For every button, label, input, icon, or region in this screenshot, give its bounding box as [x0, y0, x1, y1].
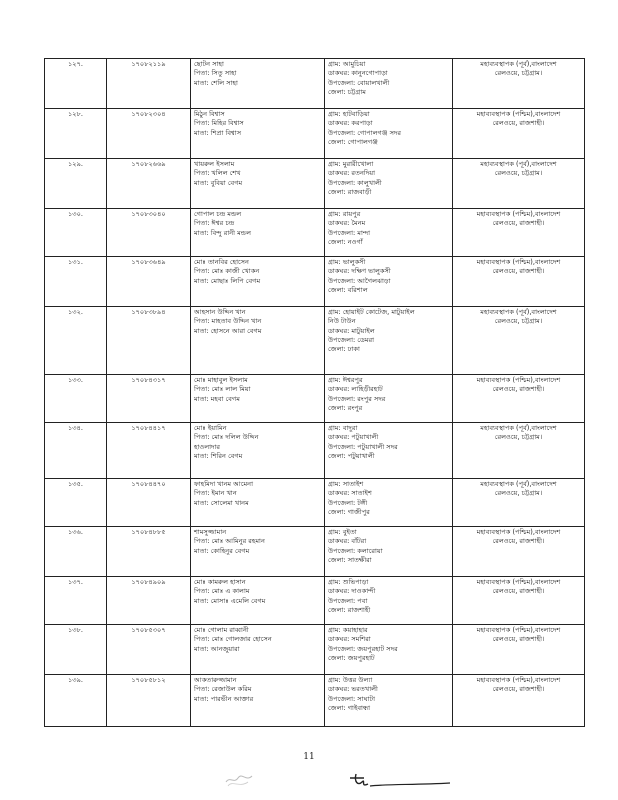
address-line: জেলা: গাজীপুর [328, 507, 370, 516]
office-line: রেলওয়ে, রাজশাহী। [492, 537, 545, 546]
name-line: মাতা: বুবিয়া বেগম [194, 178, 243, 187]
address-line: গ্রাম: কয়াহাহার [328, 626, 368, 634]
roll-cell: ১৭০৮৩৬৪৯ [107, 257, 191, 307]
address-line: ডাকঘর: ভরতখালী [328, 685, 378, 694]
roll-cell: ১৭০৮২১১৯ [107, 59, 191, 109]
name-parents-cell [191, 527, 325, 577]
name-line: পিতা: সিতু সাহা [194, 69, 237, 78]
address-line: ডাকঘর: করপাড়া [328, 119, 373, 128]
serial-cell: ১২৯. [45, 159, 107, 209]
address-cell [325, 109, 453, 159]
address-line: উপজেলা: মান্দা [328, 228, 371, 237]
office-cell [453, 109, 585, 159]
name-line: শামসুজ্জামান [194, 528, 227, 536]
roll-cell: ১৭০৮৩০৪০ [107, 209, 191, 257]
address-line: ডাকঘর: রতনদিয়া [328, 169, 376, 178]
name-line: মোঃ কামরুল হাসান [194, 578, 246, 586]
address-line: গ্রাম: বুইতা [328, 528, 357, 536]
name-line: গোপাল চন্দ্র মন্ডল [194, 210, 242, 218]
address-line: উপজেলা: গোপালগঞ্জ সদর [328, 128, 402, 137]
table-row [45, 307, 585, 375]
address-line: ডাকঘর: মাটুয়াইল [328, 326, 375, 335]
name-line: মাতা: কোহিনুর বেগম [194, 546, 250, 555]
address-line: ডাকঘর: কানুনগোপাড়া [328, 69, 388, 78]
address-cell [325, 59, 453, 109]
address-line: জেলা: পটুয়াখালী [328, 451, 375, 460]
roll-cell: ১৭০৮৪৪১৭ [107, 423, 191, 479]
serial-cell: ১৩৯. [45, 675, 107, 727]
address-cell [325, 375, 453, 423]
address-line: জেলা: সাতক্ষীরা [328, 555, 372, 564]
address-line: গ্রাম: শুভিপাড়া [328, 578, 369, 586]
office-cell [453, 307, 585, 375]
name-line: মাতা: পারভীন আক্তার [194, 694, 254, 703]
table-row [45, 109, 585, 159]
page-number: 11 [303, 752, 315, 762]
name-parents-cell [191, 577, 325, 625]
office-cell [453, 577, 585, 625]
address-cell [325, 209, 453, 257]
address-cell [325, 577, 453, 625]
address-line: গ্রাম: রায়পুর [328, 210, 361, 218]
address-line: গ্রাম: হোয়াইট কোটেজ, মাটুয়াইল [328, 308, 415, 316]
serial-cell: ১২৮. [45, 109, 107, 159]
office-line: রেলওয়ে, রাজশাহী। [492, 219, 545, 228]
table-row [45, 159, 585, 209]
address-line: জেলা: গোপালগঞ্জ [328, 137, 378, 146]
office-cell [453, 675, 585, 727]
address-line: ডাকঘর: সমশিরা [328, 635, 371, 644]
signature [346, 770, 456, 792]
address-line: উপজেলা: সাঘাটা [328, 694, 376, 703]
office-line: মহাব্যবস্থাপক (পূর্ব),বাংলাদেশ [480, 60, 557, 68]
address-cell [325, 257, 453, 307]
table-row [45, 209, 585, 257]
name-parents-cell [191, 59, 325, 109]
serial-cell: ১২৭. [45, 59, 107, 109]
name-line: পিতা: ইমান খান [194, 489, 237, 498]
name-line: আকতারুজ্জামান [194, 676, 237, 684]
address-line: উপজেলা: কলারোয়া [328, 546, 383, 555]
office-line: রেলওয়ে, রাজশাহী। [492, 385, 545, 394]
name-parents-cell [191, 479, 325, 527]
address-line: ডাকঘর: সাতাইশ [328, 489, 372, 498]
candidate-table [44, 58, 585, 727]
name-line: ছোটন সাহা [194, 60, 224, 68]
address-line: জেলা: রাজবাড়ী [328, 187, 372, 196]
office-line: মহাব্যবস্থাপক (পশ্চিম),বাংলাদেশ [476, 210, 561, 218]
address-line: ডাকঘর: পটুয়াখালী [328, 433, 379, 442]
office-line: মহাব্যবস্থাপক (পশ্চিম),বাংলাদেশ [476, 376, 561, 384]
roll-cell: ১৭০৮৪৮৮৫ [107, 527, 191, 577]
office-line: মহাব্যবস্থাপক (পশ্চিম),বাংলাদেশ [476, 258, 561, 266]
serial-cell: ১৩৩. [45, 375, 107, 423]
office-cell [453, 375, 585, 423]
roll-cell: ১৭০৮৪৪৭০ [107, 479, 191, 527]
office-line: মহাব্যবস্থাপক (পশ্চিম),বাংলাদেশ [476, 528, 561, 536]
office-line: মহাব্যবস্থাপক (পশ্চিম),বাংলাদেশ [476, 626, 561, 634]
serial-cell: ১৩৫. [45, 479, 107, 527]
name-parents-cell [191, 675, 325, 727]
address-line: গ্রাম: বাদুরা [328, 424, 358, 432]
name-line: মাতা: মোসাঃ এমেলি বেগম [194, 596, 266, 605]
office-cell [453, 257, 585, 307]
address-cell [325, 675, 453, 727]
address-line: গ্রাম: মুরারীখোলা [328, 160, 374, 168]
roll-cell: ১৭০৮৫৩০৭ [107, 625, 191, 675]
candidate-table-body [45, 59, 585, 727]
serial-cell: ১৩২. [45, 307, 107, 375]
name-line: আহসান উদ্দিন খান [194, 308, 246, 316]
table-row [45, 423, 585, 479]
office-cell [453, 479, 585, 527]
office-line: মহাব্যবস্থাপক (পূর্ব),বাংলাদেশ [480, 424, 557, 432]
name-line: মোঃ মাহাবুল ইসলাম [194, 376, 248, 384]
name-line: মাতা: বিন্দু রানী মন্ডল [194, 228, 251, 237]
office-line: মহাব্যবস্থাপক (পশ্চিম),বাংলাদেশ [476, 110, 561, 118]
name-parents-cell [191, 159, 325, 209]
address-line: ডাকঘর: মৈনম [328, 219, 366, 228]
address-line: উপজেলা: ডেমরা [328, 335, 375, 344]
address-line: জেলা: রাজশাহী [328, 605, 371, 614]
address-cell [325, 159, 453, 209]
name-line: পিতা: মোঃ কাজী খোকন [194, 267, 260, 276]
address-line: ডাকঘর: দাওকান্দী [328, 587, 376, 596]
address-line: উপজেলা: টঙ্গী [328, 498, 368, 507]
name-line: মাতা: মোছাঃ লিপি বেগম [194, 276, 261, 285]
name-line: মোঃ তানবির হোসেন [194, 258, 249, 266]
name-line: পিতা: মোঃ এ কালাম [194, 587, 250, 596]
name-line: পিতা: মাহতাব উদ্দিন খান [194, 317, 262, 326]
table-row [45, 527, 585, 577]
name-parents-cell [191, 257, 325, 307]
name-line: মাতা: শেলি সাহা [194, 78, 238, 87]
office-line: রেলওয়ে, চট্টগ্রাম। [494, 489, 543, 498]
address-line: গ্রাম: হাটবাড়িয়া [328, 110, 370, 118]
name-line: পিতা: রেজাউল করিম [194, 685, 252, 694]
roll-cell: ১৭০৮২৩০৪ [107, 109, 191, 159]
address-line: গ্রাম: আমুচিয়া [328, 60, 366, 68]
name-line: মাতা: সোলেমা খানম [194, 498, 249, 507]
office-cell [453, 625, 585, 675]
name-line: ফাহমিদা খানম আমেনা [194, 480, 254, 488]
roll-cell: ১৭০৮৫৮১২ [107, 675, 191, 727]
faint-stamp [222, 768, 258, 790]
office-line: রেলওয়ে, রাজশাহী। [492, 267, 545, 276]
name-line: পিতা: ঈশ্বর চন্দ্র [194, 219, 235, 228]
address-line: উপজেলা: পটুয়াখালী সদর [328, 442, 398, 451]
address-line: গ্রাম: উত্তর উল্যা [328, 676, 373, 684]
name-parents-cell [191, 209, 325, 257]
name-line: মাতা: শিরিন বেগম [194, 451, 243, 460]
name-line: খায়রুল ইসলাম [194, 160, 235, 168]
address-line: উপজেলা: বোয়ালখালী [328, 78, 390, 87]
office-line: মহাব্যবস্থাপক (পূর্ব),বাংলাদেশ [480, 160, 557, 168]
name-parents-cell [191, 307, 325, 375]
office-line: রেলওয়ে, চট্টগ্রাম। [494, 69, 543, 78]
address-cell [325, 479, 453, 527]
address-cell [325, 307, 453, 375]
serial-cell: ১৩৭. [45, 577, 107, 625]
serial-cell: ১৩৮. [45, 625, 107, 675]
serial-cell: ১৩১. [45, 257, 107, 307]
name-line: পিতা: মোঃ লাল মিয়া [194, 385, 251, 394]
address-line: জেলা: নওগাঁ [328, 237, 363, 246]
table-row [45, 257, 585, 307]
address-line: উপজেলা: কালুখালী [328, 178, 382, 187]
serial-cell: ১৩৪. [45, 423, 107, 479]
office-cell [453, 423, 585, 479]
office-line: মহাব্যবস্থাপক (পূর্ব),বাংলাদেশ [480, 308, 557, 316]
serial-cell: ১৩০. [45, 209, 107, 257]
address-line: জেলা: ঢাকা [328, 345, 360, 354]
address-line: ডাকঘর: বাঁটরা [328, 537, 367, 546]
name-line: পিতা: মোঃ দলিল উদ্দিন [194, 433, 259, 442]
office-line: রেলওয়ে, রাজশাহী। [492, 685, 545, 694]
address-line: জেলা: গাইবান্ধা [328, 703, 371, 712]
table-row [45, 577, 585, 625]
table-row [45, 479, 585, 527]
name-line: পিতা: মিহির বিশ্বাস [194, 119, 244, 128]
name-line: মাতা: শিপ্রা বিশ্বাস [194, 128, 242, 137]
address-line: ডাকঘর: লাহিড়ীরহাট [328, 385, 383, 394]
address-cell [325, 625, 453, 675]
office-line: রেলওয়ে, চট্টগ্রাম। [494, 433, 543, 442]
name-line: মোঃ ইয়ামিন [194, 424, 227, 432]
address-cell [325, 527, 453, 577]
table-row [45, 675, 585, 727]
roll-cell: ১৭০৮২৬৬৯ [107, 159, 191, 209]
address-line: গ্রাম: সাতাইশ [328, 480, 364, 488]
address-line: উপজেলা: আগৈলঝাড়া [328, 276, 391, 285]
serial-cell: ১৩৬. [45, 527, 107, 577]
table-row [45, 375, 585, 423]
office-line: মহাব্যবস্থাপক (পশ্চিম),বাংলাদেশ [476, 578, 561, 586]
address-line: নিউ টাউন [328, 317, 356, 326]
office-cell [453, 209, 585, 257]
name-parents-cell [191, 375, 325, 423]
office-line: রেলওয়ে, রাজশাহী। [492, 119, 545, 128]
table-row [45, 59, 585, 109]
office-cell [453, 59, 585, 109]
address-line: উপজেলা: জয়পুরহাট সদর [328, 644, 398, 653]
name-line: হাওলাদার [194, 442, 221, 451]
name-line: পিতা: মোঃ আমিনুর রহমান [194, 537, 265, 546]
table-row [45, 625, 585, 675]
name-line: পিতা: মোঃ গোলজার হোসেন [194, 635, 272, 644]
name-parents-cell [191, 423, 325, 479]
name-parents-cell [191, 625, 325, 675]
office-line: রেলওয়ে, চট্টগ্রাম। [494, 169, 543, 178]
address-line: ডাকঘর: দক্ষিণ ভালুকসী [328, 267, 391, 276]
name-line: মাতা: আনজুয়ারা [194, 644, 240, 653]
address-line: জেলা: চট্টগ্রাম [328, 87, 366, 96]
office-line: রেলওয়ে, রাজশাহী। [492, 587, 545, 596]
name-line: মিঠুন বিশ্বাস [194, 110, 225, 118]
address-line: উপজেলা: রংপুর সদর [328, 394, 386, 403]
office-line: মহাব্যবস্থাপক (পশ্চিম),বাংলাদেশ [476, 676, 561, 684]
office-line: মহাব্যবস্থাপক (পূর্ব),বাংলাদেশ [480, 480, 557, 488]
name-line: মোঃ গোলাম রাব্বানী [194, 626, 249, 634]
address-line: জেলা: বরিশাল [328, 285, 368, 294]
address-line: উপজেলা: পবা [328, 596, 368, 605]
name-parents-cell [191, 109, 325, 159]
address-line: গ্রাম: ঈশ্বরপুর [328, 376, 363, 384]
roll-cell: ১৭০৮৪৩১৭ [107, 375, 191, 423]
name-line: পিতা: খলিল শেখ [194, 169, 241, 178]
office-cell [453, 159, 585, 209]
address-line: জেলা: জয়পুরহাট [328, 653, 375, 662]
roll-cell: ১৭০৮৪৯০৯ [107, 577, 191, 625]
office-cell [453, 527, 585, 577]
office-line: রেলওয়ে, রাজশাহী। [492, 635, 545, 644]
address-line: গ্রাম: ভালুকসী [328, 258, 366, 266]
name-line: মাতা: মহবা বেগম [194, 394, 240, 403]
name-line: মাতা: হোসনে আরা বেগম [194, 326, 262, 335]
address-line: জেলা: রংপুর [328, 403, 363, 412]
roll-cell: ১৭০৮৩৮৯৪ [107, 307, 191, 375]
office-line: রেলওয়ে, চট্টগ্রাম। [494, 317, 543, 326]
address-cell [325, 423, 453, 479]
